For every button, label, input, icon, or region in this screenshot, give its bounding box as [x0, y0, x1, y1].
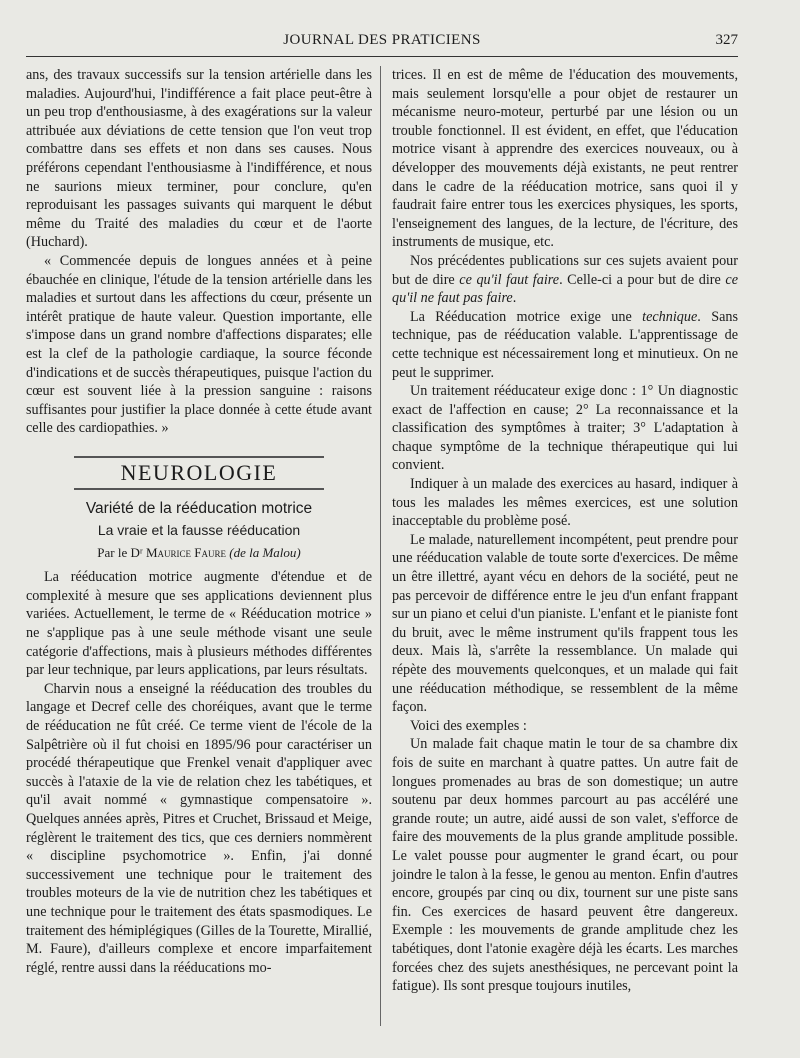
section-header: [26, 456, 372, 491]
column-divider: [380, 66, 381, 1026]
byline-author: Maurice Faure: [145, 544, 226, 560]
right-p2-text-b: . Celle-ci a pour but de dire: [559, 271, 726, 288]
left-paragraph-4: Charvin nous a enseigné la rééducation des troubles du langage et Decref celle des choréiques, avant que le terme de rééducation ne fût créé. Ce terme vient de l'école de la Salpêtrière où il fut choisi en 1895/96 pour caractériser un procédé thérapeutique que Frenkel venait d'appliquer avec succès à l'ataxie de la vie de relation chez les tabétiques, et qu'il avait nommé « gymnastique compensatoire ». Quelques années après, Pitres et Cruchet, Brissaud et Meige, réglèrent le traitement des tics, que ces derniers nommèrent « discipline psychomotrice ». Enfin, j'ai donné successivement une technique pour le traitement des troubles moteurs de la vie de nutrition chez les tabétiques et une technique pour le traitement des états spasmodiques. Le traitement des hémiplégiques (Gilles de la Tourette, Mirallié, M. Faure), d'ailleurs complexe et encore imparfaitement réglé, rentre aussi dans la rééducations mo-: [26, 680, 372, 976]
right-p2-emphasis-a: ce qu'il faut faire: [459, 271, 560, 288]
left-paragraph-2: « Commencée depuis de longues années et à peine ébauchée en clinique, l'étude de la tension artérielle dans les maladies et surtout dans les affections du cœur, présente un intérêt pratique de haute valeur. Question importante, elle s'impose dans un grand nombre d'affections disparates; elle est la clef de la pathologie cardiaque, la source féconde d'indications et de succès thérapeutiques, puisque l'action du cœur est souvent liée à la pression sanguine : raisons suffisantes pour justifier la place donnée à cette étude avant celle des cardiopathies. »: [26, 252, 372, 437]
byline-prefix: Par le Dʳ: [97, 544, 143, 560]
right-paragraph-3: [392, 308, 738, 382]
right-paragraph-4: Un traitement rééducateur exige donc : 1° Un diagnostic exact de l'affection en cause; 2° La reconnaissance et la classification des symptômes à traiter; 3° L'adaptation à chaque symptôme de la technique thérapeutique qui lui convient.: [392, 383, 738, 474]
journal-title: JOURNAL DES PRATICIENS: [283, 32, 481, 48]
section-title: NEUROLOGIE: [120, 459, 278, 485]
article-byline: [26, 544, 372, 563]
page-header: [26, 28, 738, 52]
section-rule-bottom: [74, 488, 324, 490]
left-paragraph-1: ans, des travaux successifs sur la tension artérielle dans les maladies. Aujourd'hui, l'indifférence a fait place peut-être à un peu trop d'enthousiasme, à des exagérations sur la valeur attribuée aux déviations de cette tension que l'on veut trop combattre dans ses effets et non dans ses causes. Nous préférons cependant l'enthousiasme à l'indifférence, et nous ne saurions mieux terminer, pour conclure, qu'en reproduisant les passages suivants qui marquent le début même du Traité des maladies du cœur et de l'aorte (Huchard).: [26, 67, 372, 251]
page-number: 327: [715, 32, 738, 48]
right-paragraph-6: Le malade, naturellement incompétent, peut prendre pour une rééducation valable de toute sorte d'exercices. De même un être illettré, ayant vécu en dehors de la société, peut ne pas percevoir de différence entre le jeu d'un enfant frappant sur un piano et celui d'un pianiste. L'enfant et le pianiste font du bruit, avec le même instrument qu'ils frappent tous les deux. Mais là, s'arrête la ressemblance. Un malade qui répète des mouvements quelconques, et un malade qui fait une rééducation méthodique, se ressemblent de la même façon.: [392, 531, 738, 716]
section-rule-top: [74, 456, 324, 458]
right-p3-text-a: La Rééducation motrice exige une: [410, 308, 643, 325]
article-title: Variété de la rééducation motrice: [85, 500, 313, 518]
header-rule: [26, 56, 738, 57]
left-column: [26, 66, 372, 1026]
left-paragraph-3: La rééducation motrice augmente d'étendue et de complexité à mesure que ses applications deviennent plus variées. Actuellement, le terme de « Rééducation motrice » ne s'applique pas à une seule méthode visant une seule catégorie d'affections, mais à plusieurs méthodes différentes par leur technique, par leurs applications, par leurs résultats.: [26, 569, 372, 679]
right-p3-emphasis: technique: [642, 308, 698, 325]
right-paragraph-2: [392, 252, 738, 308]
right-p2-emphasis-b: ce qu'il ne faut pas faire: [392, 271, 738, 307]
right-p2-text-c: .: [512, 290, 517, 307]
right-paragraph-5: Indiquer à un malade des exercices au hasard, indiquer à tous les malades les mêmes exercices, est une solution inacceptable du problème posé.: [392, 476, 738, 530]
right-p2-text-a: Nos précédentes publications sur ces sujets avaient pour but de dire: [392, 252, 738, 288]
right-column: [392, 66, 738, 1026]
byline-place: (de la Malou): [229, 544, 301, 560]
right-paragraph-1: trices. Il en est de même de l'éducation des mouvements, mais seulement lorsqu'elle a pour objet de restaurer un mécanisme neuro-moteur, perturbé par une lésion ou un trouble fonctionnel. Il est évident, en effet, que l'éducation motrice visant à apprendre des exercices nouveaux, ou à développer des mouvements déjà existants, ne peut rentrer dans le cadre de la rééducation motrice, sans quoi il y faudrait faire entrer tous les exercices physiques, les sports, l'enseignement des langues, de la lecture, de l'écriture, des instruments de musique, etc.: [392, 67, 738, 251]
right-paragraph-8: Un malade fait chaque matin le tour de sa chambre dix fois de suite en marchant à quatre pattes. Un autre fait de longues promenades au bras de son domestique; un autre soutenu par deux hommes parcourt au pas accéléré une grande route; un autre, aidé aussi de son valet, s'efforce de faire des mouvements de la plus grande amplitude possible. Le valet pousse pour augmenter le grand écart, ou pour joindre le talon à la fesse, le genou au menton. Enfin d'autres encore, groupés par cinq ou dix, tournent sur une piste sans fin. Ces exercices de hasard peuvent être dangereux. Exemple : les mouvements de grande amplitude chez les tabétiques, dont l'atonie exagère déjà les écarts. Les marches forcées chez des sujets anesthésiques, ne percevant point la fatigue). Ils sont presque toujours inutiles,: [392, 736, 738, 995]
right-p3-text-b: . Sans technique, pas de rééducation valable. L'apprentissage de cette technique est nécessairement long et minutieux. On ne peut le supprimer.: [392, 308, 738, 381]
article-subtitle: La vraie et la fausse rééducation: [97, 522, 301, 539]
right-paragraph-7: Voici des exemples :: [410, 717, 527, 734]
